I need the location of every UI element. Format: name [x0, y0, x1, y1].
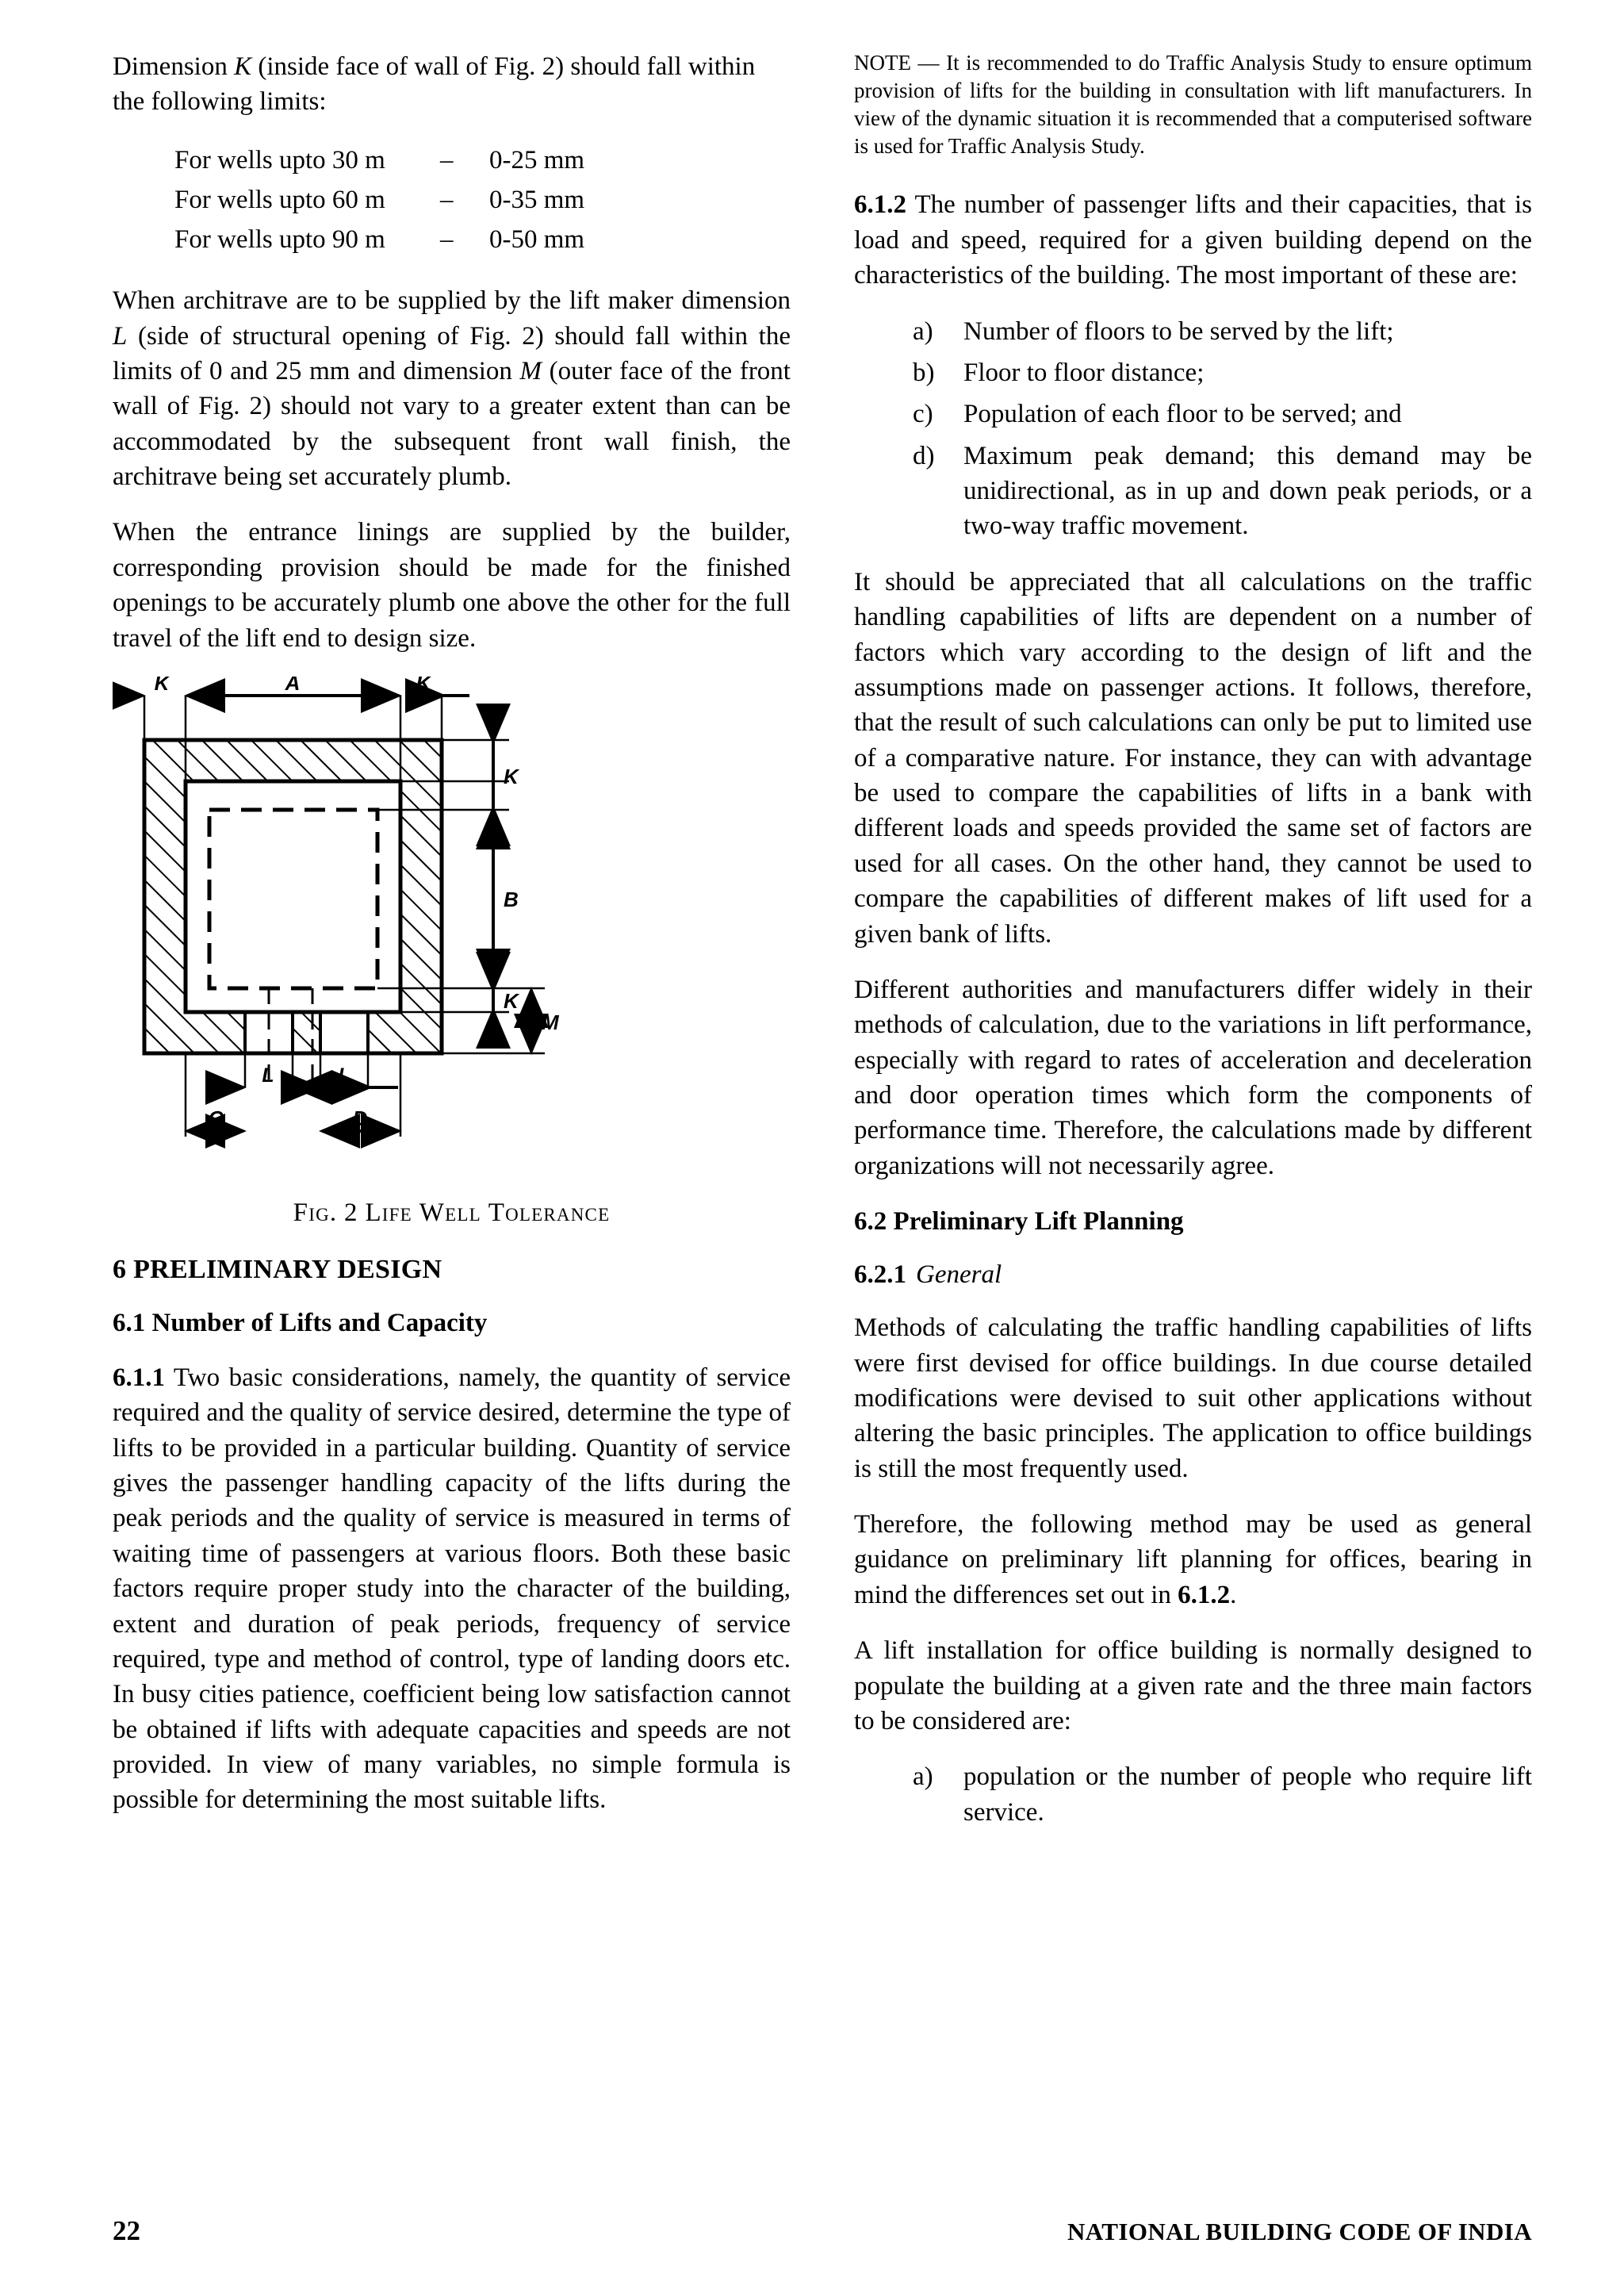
limit-label: For wells upto 60 m	[174, 185, 385, 214]
figure-caption	[113, 1198, 791, 1228]
list-marker: c)	[913, 400, 933, 429]
dim-label-k-right-upper: K	[504, 764, 519, 788]
heading-preliminary-lift-planning: 6.2 Preliminary Lift Planning	[854, 1207, 1184, 1237]
list-marker: b)	[913, 358, 935, 387]
clause-6-1-1	[113, 1360, 791, 1818]
note-block: NOTE — It is recommended to do Traffic Analysis Study to ensure optimum provision of lifts for the building in consultation with lift manufacturers. In view of the dynamic situation it is recommended that a computerised software is used for Traffic Analysis Study.	[854, 51, 1532, 159]
page-number: 22	[113, 2215, 140, 2246]
two-column-layout	[113, 49, 1532, 1850]
therefore-paragraph	[854, 1507, 1532, 1612]
dim-label-m: M	[542, 1010, 559, 1034]
heading-number-of-lifts-and-capacity: 6.1 Number of Lifts and Capacity	[113, 1308, 488, 1337]
list-item	[913, 397, 1532, 431]
list-text: Number of floors to be served by the lift;	[963, 316, 1394, 346]
dim-label-c: C	[208, 1106, 224, 1130]
heading-number: 6.2.1	[854, 1260, 906, 1290]
figure-lift-well-tolerance	[113, 677, 791, 1184]
list-marker: d)	[913, 441, 935, 470]
dim-label-l-right: L	[338, 1064, 350, 1087]
clause-6-1-2	[854, 187, 1532, 293]
limit-row	[174, 220, 791, 259]
lift-well-tolerance-drawing	[113, 677, 791, 1184]
well-limits-list	[113, 140, 791, 259]
page-footer	[113, 2215, 1532, 2247]
limit-dash: –	[440, 185, 454, 214]
dim-label-k-top-left: K	[154, 676, 170, 695]
dim-label-a: A	[285, 676, 301, 695]
calculations-paragraph: It should be appreciated that all calculations on the traffic handling capabilities of lifts are dependent on a number of factors which vary according to the design of lift and the assumptions made on passenger actions. It follows, therefore, that the result of such calculations can only be put to limited use of a comparative nature. For instance, they can with advantage be used to compare the capabilities of lifts in a bank with different loads and speeds provided the same set of factors are used for all cases. On the other hand, they cannot be used to compare the capabilities of different makes of lift used for a given bank of lifts.	[854, 567, 1532, 949]
limit-value: 0-35 mm	[489, 185, 585, 214]
installation-paragraph: A lift installation for office building is normally designed to populate the building at a given rate and the three main factors to be considered are:	[854, 1636, 1532, 1735]
list-text: population or the number of people who require lift service.	[963, 1762, 1532, 1827]
list-marker: a)	[913, 316, 933, 346]
list-text: Maximum peak demand; this demand may be unidirectional, as in up and down peak periods, or a two-way traffic movement.	[963, 441, 1532, 541]
list-marker: a)	[913, 1762, 933, 1792]
dim-label-d: D	[352, 1106, 368, 1130]
list-item	[913, 355, 1532, 390]
list-text: Floor to floor distance;	[963, 358, 1205, 387]
list-item	[913, 439, 1532, 544]
figure-caption-number: 2	[344, 1198, 358, 1227]
limit-label: For wells upto 30 m	[174, 145, 385, 174]
heading-general	[854, 1260, 1532, 1290]
limit-dash: –	[440, 225, 454, 255]
left-column	[113, 49, 791, 1850]
dim-label-b: B	[504, 887, 519, 911]
factors-list	[854, 314, 1532, 544]
limit-label: For wells upto 90 m	[174, 225, 385, 255]
list-text: Population of each floor to be served; and	[963, 400, 1402, 429]
heading-preliminary-design: 6 PRELIMINARY DESIGN	[113, 1254, 442, 1284]
figure-caption-title: Life Well Tolerance	[365, 1198, 611, 1227]
list-item	[913, 1759, 1532, 1830]
entrance-linings-paragraph: When the entrance linings are supplied by the builder, corresponding provision should be made for the finished openings to be accurately plumb one above the other for the full travel of the lift end to design size.	[113, 518, 791, 653]
clause-text: The number of passenger lifts and their capacities, that is load and speed, required for a given building depend on the characteristics of the building. The most important of these are:	[854, 190, 1533, 290]
heading-title: General	[916, 1260, 1002, 1290]
dim-label-k-top-right: K	[416, 676, 431, 695]
main-factors-list	[854, 1759, 1532, 1830]
clause-text: Two basic considerations, namely, the quantity of service required and the quality of service desired, determine the type of lifts to be provided in a particular building. Quantity of service gives the passenger handling capacity of the lifts during the peak periods and the quality of service is measured in terms of waiting time of passengers at various floors. Both these basic factors require proper study into the character of the building, extent and duration of peak periods, frequency of service required, type and method of control, type of landing doors etc. In busy cities patience, coefficient being low satisfaction cannot be obtained if lifts with adequate capacities and speeds are not provided. In view of many variables, no simple formula is possible for determining the most suitable lifts.	[113, 1363, 791, 1815]
footer-title: NATIONAL BUILDING CODE OF INDIA	[1067, 2218, 1532, 2245]
methods-paragraph: Methods of calculating the traffic handling capabilities of lifts were first devised for office buildings. In due course detailed modifications were devised to suit other applications without altering the basic principles. The application to office buildings is still the most frequently used.	[854, 1313, 1532, 1483]
therefore-text: Therefore, the following method may be used as general guidance on preliminary lift planning for offices, bearing in mind the differences set out in	[854, 1510, 1532, 1609]
clause-reference: 6.1.2	[1178, 1580, 1231, 1609]
dim-label-k-right-lower: K	[504, 988, 519, 1013]
intro-paragraph: Dimension K (inside face of wall of Fig. 2) should fall within the following limits:	[113, 52, 756, 117]
therefore-suffix: .	[1230, 1580, 1237, 1609]
limit-value: 0-50 mm	[489, 225, 585, 255]
limit-dash: –	[440, 145, 454, 174]
clause-number: 6.1.1	[113, 1363, 165, 1392]
limit-row	[174, 140, 791, 180]
authorities-paragraph: Different authorities and manufacturers differ widely in their methods of calculation, due to the variations in lift performance, especially with regard to rates of acceleration and deceleration and door operation times which form the components of performance time. Therefore, the calculations made by different organizations will not necessarily agree.	[854, 975, 1532, 1180]
limit-value: 0-25 mm	[489, 145, 585, 174]
list-item	[913, 314, 1532, 349]
figure-caption-prefix: Fig.	[293, 1198, 338, 1227]
architrave-paragraph: When architrave are to be supplied by the lift maker dimension L (side of structural opening of Fig. 2) should fall within the limits of 0 and 25 mm and dimension M (outer face of the front wall of Fig. 2) should not vary to a greater extent than can be accommodated by the subsequent front wall finish, the architrave being set accurately plumb.	[113, 286, 791, 492]
dim-label-l-left: L	[262, 1064, 274, 1087]
clause-number: 6.1.2	[854, 190, 906, 220]
right-column	[854, 49, 1532, 1850]
limit-row	[174, 180, 791, 220]
